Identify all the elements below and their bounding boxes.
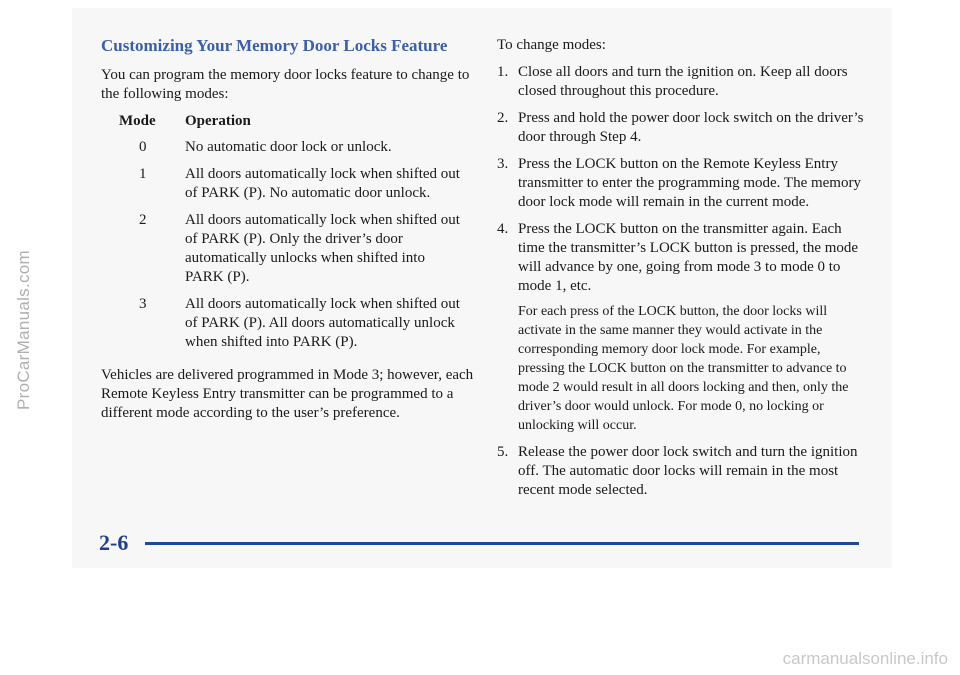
step-text: Close all doors and turn the ignition on. Keep all doors closed throughout this procedure.: [518, 64, 848, 99]
side-watermark: [4, 90, 44, 570]
mode-operation: All doors automatically lock when shifted out of PARK (P). No automatic door unlock.: [185, 166, 460, 201]
step-text: Release the power door lock switch and turn the ignition off. The automatic door locks will remain in the most recent mode selected.: [518, 444, 858, 498]
left-column: [101, 36, 481, 423]
mode-table-header: [119, 113, 481, 130]
mode-row: [119, 211, 481, 287]
steps-intro: To change modes:: [497, 37, 606, 53]
mode-row: [119, 138, 481, 157]
step-item: [497, 155, 869, 212]
intro-paragraph: You can program the memory door locks feature to change to the following modes:: [101, 67, 470, 102]
mode-row: [119, 295, 481, 352]
step-item: [497, 63, 869, 101]
step-item: [497, 109, 869, 147]
step-item: [497, 443, 869, 500]
footer-rule: [145, 542, 859, 545]
vehicles-note: Vehicles are delivered programmed in Mode 3; however, each Remote Keyless Entry transmitter can be programmed to a different mode according to the user’s preference.: [101, 367, 474, 421]
mode-number: 1: [139, 166, 147, 182]
step-number: 3.: [497, 156, 509, 172]
mode-row: [119, 165, 481, 203]
header-mode: Mode: [119, 113, 156, 129]
page-number: 2-6: [99, 530, 129, 555]
step-4-note: For each press of the LOCK button, the door locks will activate in the same manner they would activate in the corresponding memory door lock mode. For example, pressing the LOCK button on the transmitter to advance to mode 2 would result in all doors locking and then, only the driver’s door would unlock. For mode 0, no locking or unlocking will occur.: [518, 304, 849, 433]
mode-operation: All doors automatically lock when shifted out of PARK (P). All doors automatically unlock when shifted into PARK (P).: [185, 296, 460, 350]
mode-operation: All doors automatically lock when shifted out of PARK (P). Only the driver’s door automatically unlocks when shifted into PARK (P).: [185, 212, 460, 285]
step-number: 1.: [497, 64, 509, 80]
step-number: 4.: [497, 221, 509, 237]
step-number: 5.: [497, 444, 509, 460]
site-footer-watermark: carmanualsonline.info: [782, 649, 948, 668]
step-number: 2.: [497, 110, 509, 126]
section-heading: Customizing Your Memory Door Locks Feature: [101, 36, 448, 55]
header-operation: Operation: [185, 113, 251, 129]
mode-number: 2: [139, 212, 147, 228]
mode-operation: No automatic door lock or unlock.: [185, 139, 392, 155]
right-column: [497, 36, 869, 508]
step-text: Press the LOCK button on the Remote Keyless Entry transmitter to enter the programming mode. The memory door lock mode will remain in the current mode.: [518, 156, 861, 210]
mode-number: 0: [139, 139, 147, 155]
step-item: [497, 220, 869, 296]
mode-table: [119, 113, 481, 352]
step-text: Press and hold the power door lock switch on the driver’s door through Step 4.: [518, 110, 864, 145]
mode-number: 3: [139, 296, 147, 312]
step-text: Press the LOCK button on the transmitter again. Each time the transmitter’s LOCK button is pressed, the mode will advance by one, going from mode 3 to mode 0 to mode 1, etc.: [518, 221, 859, 294]
watermark-text: ProCarManuals.com: [14, 249, 34, 411]
